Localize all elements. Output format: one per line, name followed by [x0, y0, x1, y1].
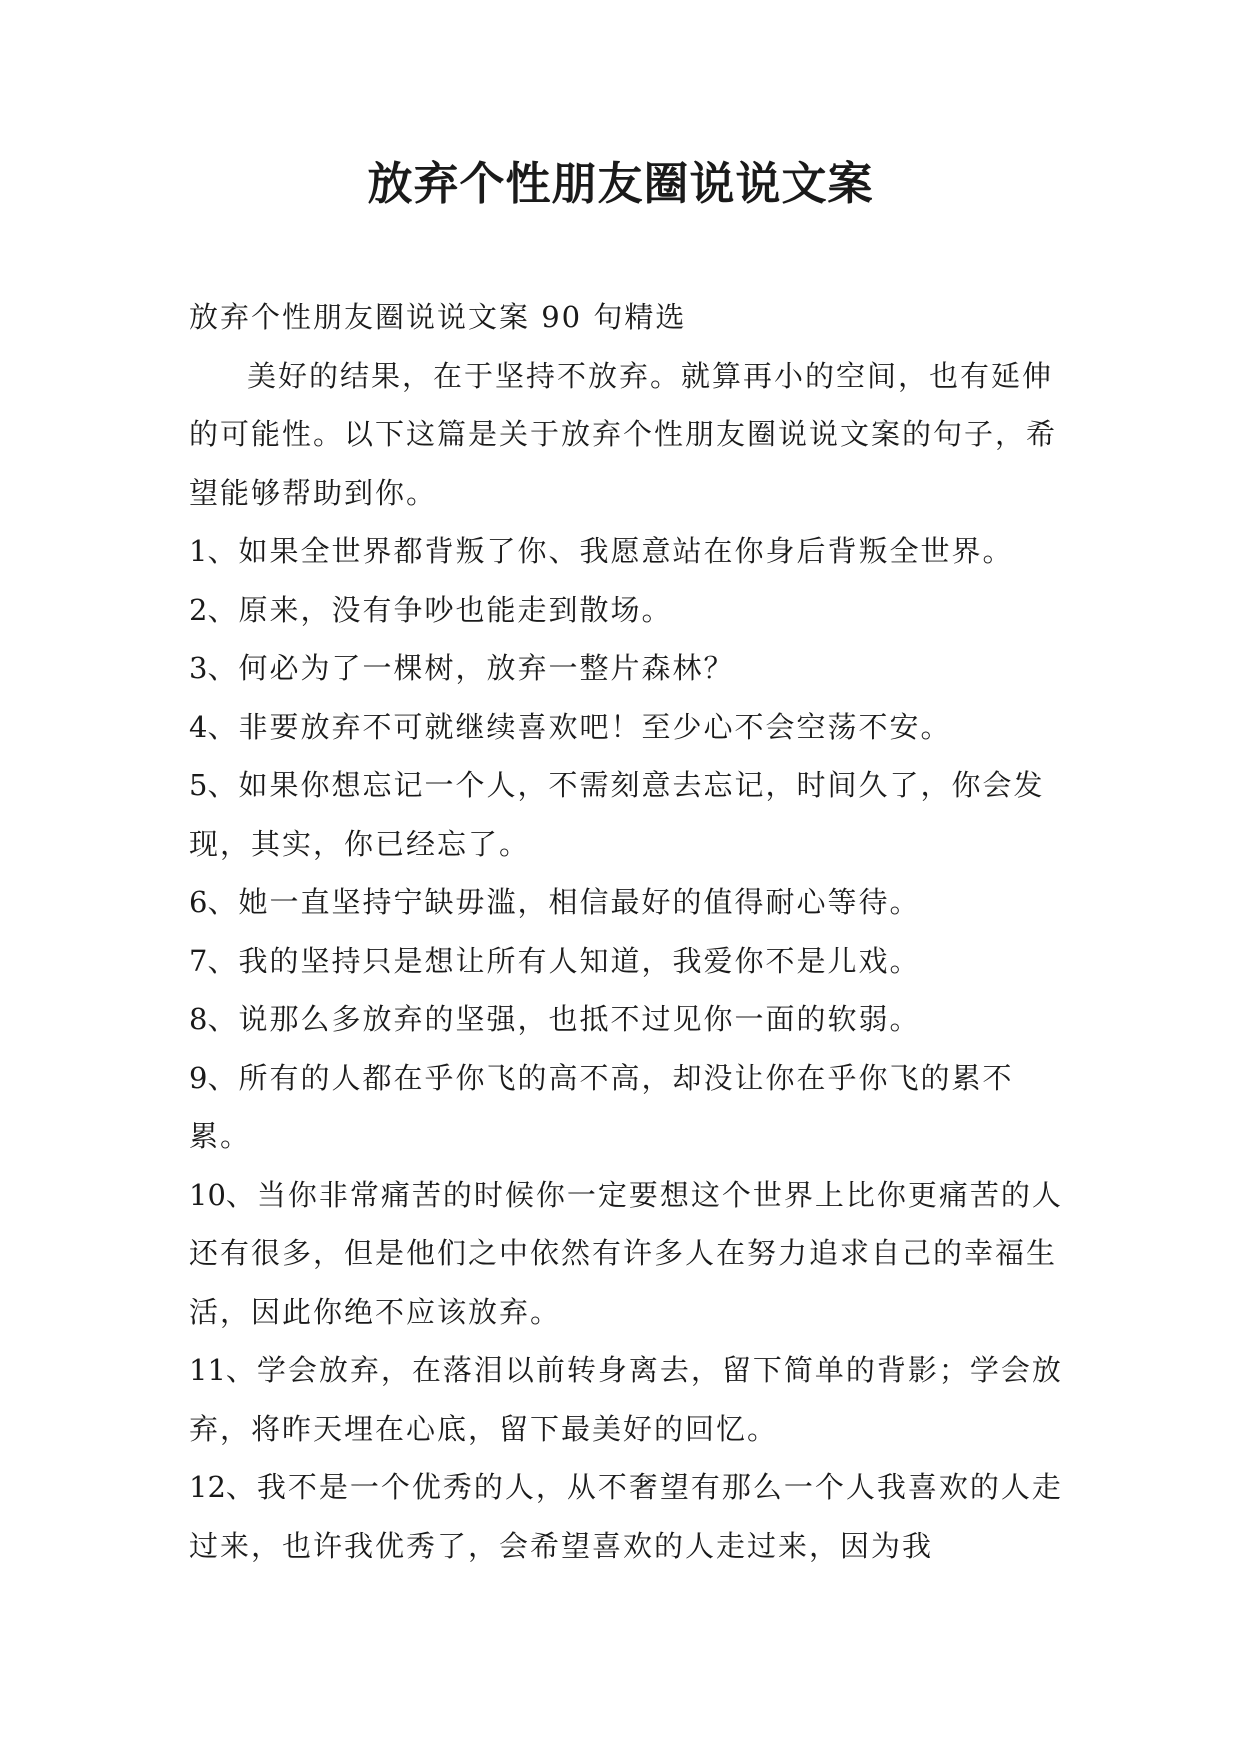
list-item — [189, 581, 1069, 640]
item-text: 、我不是一个优秀的人，从不奢望有那么一个人我喜欢的人走过来，也许我优秀了，会希望喜欢的人走过来，因为我 — [189, 1470, 1063, 1563]
item-number: 3 — [189, 651, 208, 685]
item-text: 、学会放弃，在落泪以前转身离去，留下简单的背影；学会放弃，将昨天埋在心底，留下最美好的回忆。 — [189, 1353, 1063, 1446]
item-number: 10 — [189, 1177, 226, 1212]
document-body — [189, 288, 1069, 1575]
item-text: 、我的坚持只是想让所有人知道，我爱你不是儿戏。 — [207, 943, 921, 978]
item-text: 、说那么多放弃的坚强，也抵不过见你一面的软弱。 — [207, 1002, 921, 1036]
item-text: 、非要放弃不可就继续喜欢吧！至少心不会空荡不安。 — [207, 709, 952, 744]
list-item — [189, 1166, 1069, 1342]
list-item — [189, 522, 1069, 581]
document-subtitle: 放弃个性朋友圈说说文案 90 句精选 — [189, 300, 687, 334]
item-number: 5 — [189, 768, 208, 802]
item-text: 、当你非常痛苦的时候你一定要想这个世界上比你更痛苦的人还有很多，但是他们之中依然有许多人在努力追求自己的幸福生活，因此你绝不应该放弃。 — [189, 1177, 1063, 1329]
list-item — [189, 932, 1069, 991]
item-number: 6 — [189, 885, 208, 919]
intro-paragraph: 美好的结果，在于坚持不放弃。就算再小的空间，也有延伸的可能性。以下这篇是关于放弃个性朋友圈说说文案的句子，希望能够帮助到你。 — [189, 358, 1058, 510]
item-text: 、如果全世界都背叛了你、我愿意站在你身后背叛全世界。 — [207, 534, 1014, 568]
item-number: 8 — [189, 1002, 208, 1036]
item-number: 12 — [189, 1470, 226, 1504]
item-number: 1 — [189, 534, 208, 568]
document-title: 放弃个性朋友圈说说文案 — [367, 157, 874, 210]
list-item — [189, 639, 1069, 698]
item-text: 、原来，没有争吵也能走到散场。 — [207, 592, 673, 627]
list-item — [189, 990, 1069, 1049]
list-item — [189, 698, 1069, 757]
item-text: 、何必为了一棵树，放弃一整片森林？ — [207, 651, 735, 685]
list-item — [189, 873, 1069, 932]
item-text: 、她一直坚持宁缺毋滥，相信最好的值得耐心等待。 — [207, 885, 921, 919]
list-item — [189, 756, 1069, 873]
item-number: 7 — [189, 943, 208, 978]
list-item — [189, 1049, 1069, 1166]
item-number: 9 — [189, 1060, 208, 1095]
item-number: 4 — [189, 709, 208, 744]
item-text: 、如果你想忘记一个人，不需刻意去忘记，时间久了，你会发现，其实，你已经忘了。 — [189, 768, 1045, 861]
item-number: 2 — [189, 592, 208, 627]
list-item — [189, 1341, 1069, 1458]
item-text: 、所有的人都在乎你飞的高不高，却没让你在乎你飞的累不累。 — [189, 1060, 1014, 1153]
item-number: 11 — [189, 1353, 226, 1387]
list-item — [189, 1458, 1069, 1575]
